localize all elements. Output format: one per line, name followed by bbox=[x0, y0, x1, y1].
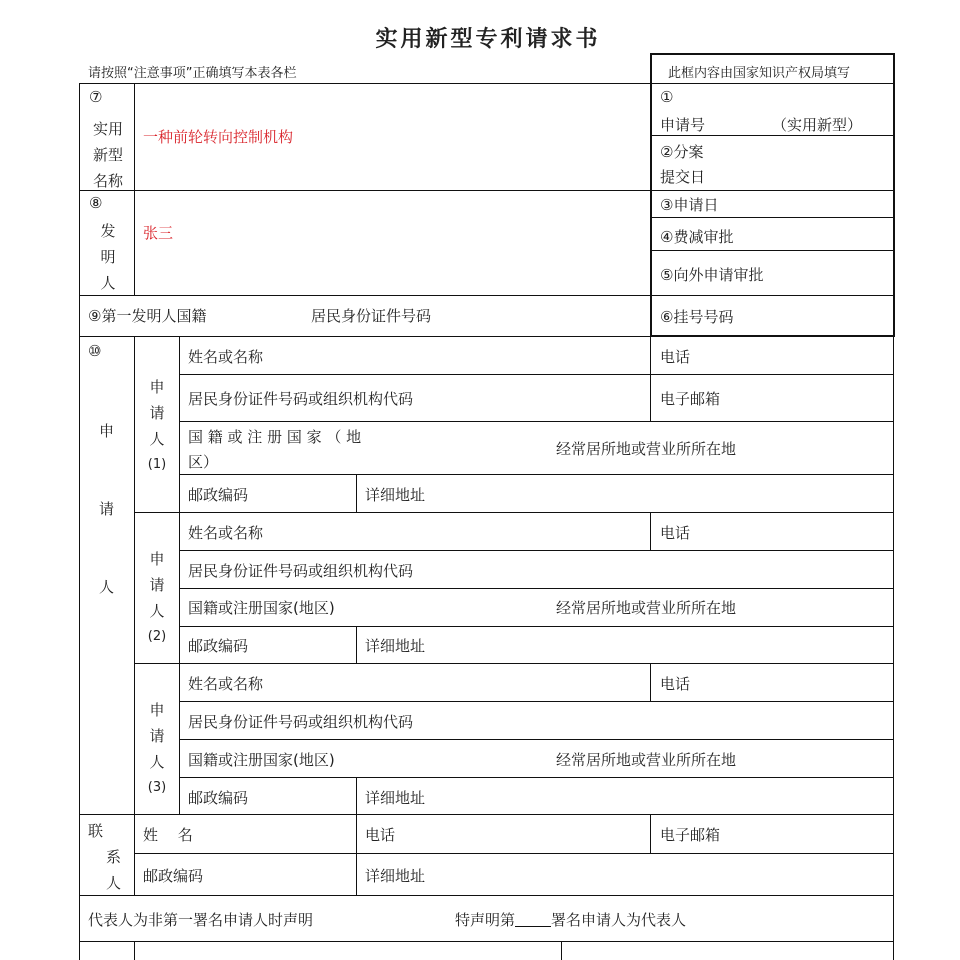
contact-label-1: 联 bbox=[88, 822, 104, 840]
row-line bbox=[134, 853, 893, 854]
row-line bbox=[79, 814, 893, 815]
applicant-3-address-label: 详细地址 bbox=[365, 789, 426, 807]
col-line bbox=[356, 626, 357, 663]
fee-reduction-label: ④费减审批 bbox=[660, 228, 734, 246]
row-line bbox=[79, 83, 652, 84]
applicant-1-nationality-label: 国 籍 或 注 册 国 家 （ 地 bbox=[188, 428, 362, 446]
applicant-3-id-label: 居民身份证件号码或组织机构代码 bbox=[188, 713, 414, 731]
row-line bbox=[79, 295, 893, 296]
utility-name-value[interactable]: 一种前轮转向控制机构 bbox=[143, 128, 294, 146]
row-line bbox=[179, 777, 893, 778]
application-number-label: 申请号 bbox=[660, 116, 706, 134]
applicant-3-phone-label: 电话 bbox=[660, 675, 691, 693]
inventor-number: ⑧ bbox=[89, 194, 103, 212]
inventor-label: 发 明 人 bbox=[100, 222, 116, 292]
row-line bbox=[79, 336, 652, 337]
applicant-1-nationality-label-cont: 区） bbox=[188, 453, 219, 471]
row-line bbox=[179, 421, 893, 422]
applicant-1-postcode-label: 邮政编码 bbox=[188, 486, 249, 504]
col-line bbox=[134, 941, 135, 960]
row-line bbox=[79, 895, 893, 896]
col-line bbox=[561, 941, 562, 960]
applicant-2-name-label: 姓名或名称 bbox=[188, 524, 264, 542]
row-line bbox=[179, 474, 893, 475]
contact-label-3: 人 bbox=[106, 874, 122, 892]
contact-label-2: 系 bbox=[106, 848, 122, 866]
first-inventor-nationality-label: ⑨第一发明人国籍 bbox=[88, 307, 207, 325]
applicant-section-number: ⑩ bbox=[88, 342, 102, 360]
col-line bbox=[134, 83, 135, 295]
contact-name-label: 姓 名 bbox=[143, 826, 193, 844]
row-line bbox=[179, 701, 893, 702]
applicant-2-postcode-label: 邮政编码 bbox=[188, 637, 249, 655]
row-line bbox=[179, 374, 893, 375]
office-box-header: 此框内容由国家知识产权局填写 bbox=[668, 66, 851, 81]
col-line bbox=[134, 814, 135, 895]
row-line bbox=[179, 550, 893, 551]
office-box-top bbox=[650, 53, 895, 55]
office-box-right bbox=[893, 53, 895, 337]
applicant-3-postcode-label: 邮政编码 bbox=[188, 789, 249, 807]
row-line bbox=[134, 663, 893, 664]
applicant-1-phone-label: 电话 bbox=[660, 348, 691, 366]
filing-date-label: ③申请日 bbox=[660, 196, 719, 214]
col-line bbox=[356, 814, 357, 895]
representative-number-blank[interactable] bbox=[515, 910, 551, 927]
utility-name-number: ⑦ bbox=[89, 88, 103, 106]
form-title: 实用新型专利请求书 bbox=[375, 27, 601, 52]
applicant-3-nationality-label: 国籍或注册国家(地区) bbox=[188, 751, 335, 769]
foreign-filing-approval-label: ⑤向外申请审批 bbox=[660, 266, 764, 284]
applicant-3-residence-label: 经常居所地或营业所所在地 bbox=[556, 751, 737, 769]
outer-left-border bbox=[79, 83, 80, 960]
divisional-label: ②分案 bbox=[660, 143, 704, 161]
registered-mail-number-label: ⑥挂号号码 bbox=[660, 308, 734, 326]
col-line bbox=[356, 474, 357, 512]
col-line bbox=[650, 814, 651, 853]
applicant-section-label-3: 人 bbox=[99, 578, 115, 596]
contact-address-label: 详细地址 bbox=[365, 867, 426, 885]
applicant-2-residence-label: 经常居所地或营业所所在地 bbox=[556, 599, 737, 617]
row-line bbox=[79, 190, 893, 191]
col-line bbox=[134, 336, 135, 814]
contact-postcode-label: 邮政编码 bbox=[143, 867, 204, 885]
office-row-line bbox=[652, 250, 893, 251]
office-row-line bbox=[652, 217, 893, 218]
office-box-bottom bbox=[650, 335, 895, 337]
inventor-value[interactable]: 张三 bbox=[143, 224, 174, 242]
applicant-3-label: 申 请 人 (3) bbox=[147, 701, 167, 795]
col-line bbox=[650, 663, 651, 701]
row-line bbox=[134, 512, 893, 513]
applicant-3-name-label: 姓名或名称 bbox=[188, 675, 264, 693]
col-line bbox=[650, 512, 651, 550]
applicant-1-residence-label: 经常居所地或营业所所在地 bbox=[556, 440, 737, 458]
row-line bbox=[179, 588, 893, 589]
applicant-2-id-label: 居民身份证件号码或组织机构代码 bbox=[188, 562, 414, 580]
applicant-1-id-label: 居民身份证件号码或组织机构代码 bbox=[188, 390, 414, 408]
utility-name-label: 实用 新型 名称 bbox=[92, 120, 123, 190]
inventor-id-number-label: 居民身份证件号码 bbox=[311, 307, 432, 325]
row-line bbox=[179, 626, 893, 627]
applicant-1-label: 申 请 人 (1) bbox=[147, 378, 167, 472]
applicant-1-name-label: 姓名或名称 bbox=[188, 348, 264, 366]
col-line bbox=[179, 336, 180, 814]
col-line bbox=[356, 777, 357, 814]
office-row-line bbox=[652, 135, 893, 136]
divisional-submit-date-label: 提交日 bbox=[660, 168, 706, 186]
applicant-1-address-label: 详细地址 bbox=[365, 486, 426, 504]
outer-right-border bbox=[893, 336, 894, 960]
applicant-2-phone-label: 电话 bbox=[660, 524, 691, 542]
office-n1: ① bbox=[660, 88, 674, 106]
representative-declaration: 特声明第 署名申请人为代表人 bbox=[455, 911, 687, 929]
contact-email-label: 电子邮箱 bbox=[660, 826, 721, 844]
applicant-2-address-label: 详细地址 bbox=[365, 637, 426, 655]
contact-phone-label: 电话 bbox=[365, 826, 396, 844]
row-line bbox=[652, 83, 893, 84]
col-line bbox=[650, 336, 651, 421]
instruction-text: 请按照“注意事项”正确填写本表各栏 bbox=[88, 66, 297, 81]
applicant-section-label-1: 申 bbox=[99, 422, 115, 440]
row-line bbox=[179, 739, 893, 740]
row-line bbox=[79, 941, 893, 942]
representative-statement-label: 代表人为非第一署名申请人时声明 bbox=[88, 911, 314, 929]
applicant-2-label: 申 请 人 (2) bbox=[147, 550, 167, 644]
applicant-2-nationality-label: 国籍或注册国家(地区) bbox=[188, 599, 335, 617]
applicant-section-label-2: 请 bbox=[99, 500, 115, 518]
applicant-1-email-label: 电子邮箱 bbox=[660, 390, 721, 408]
application-type-label: （实用新型） bbox=[772, 116, 863, 134]
